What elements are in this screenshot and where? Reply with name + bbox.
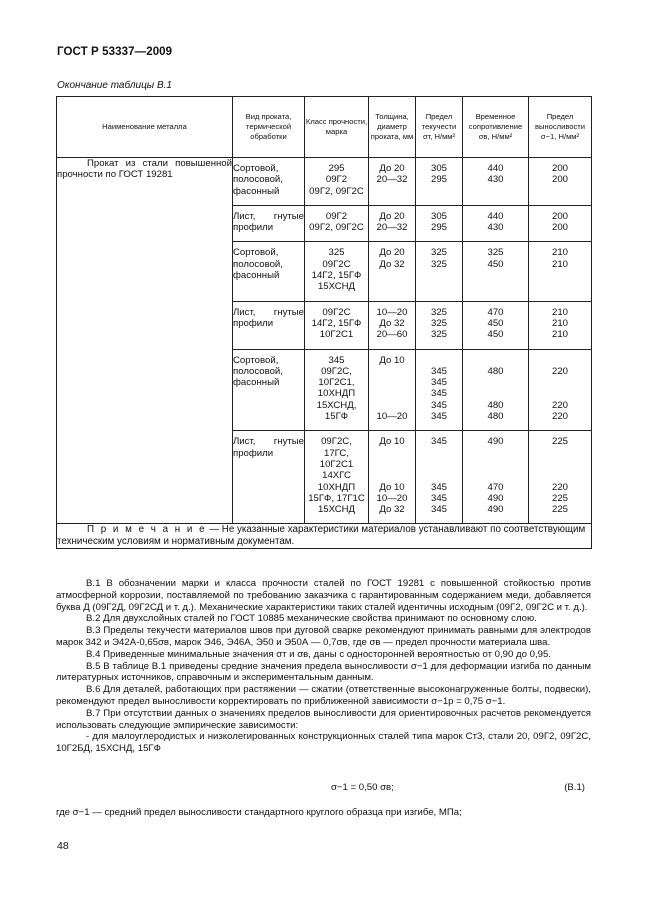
paragraph: В.2 Для двухслойных сталей по ГОСТ 10885 механические свойства принимают по основному слою. bbox=[86, 613, 537, 625]
grade-cell: 345 09Г2С, 10Г2С1, 10ХНДП 15ХСНД, 15ГФ bbox=[305, 349, 369, 431]
yield-cell: 345 345 345 345 bbox=[416, 431, 463, 524]
note-label: П р и м е ч а н и е bbox=[87, 524, 207, 536]
grade-cell: 09Г2С, 17ГС, 10Г2С1 14ХГС 10ХНДП 15ГФ, 17Г1С 15ХСНД bbox=[305, 431, 369, 524]
note-text: — Не указанные характеристики материалов устанавливают по соответствующим техническим условиям и нормативным документам. bbox=[57, 524, 586, 548]
page-number: 48 bbox=[57, 840, 69, 852]
paragraph: В.3 Пределы текучести материалов швов при дуговой сварке рекомендуют принимать равными для электродов марок 342 и Э42А-0,65σв, марок Э46, Э46А, Э50 и Э50А — 0,7σв, где σв — предел прочности материала шва. bbox=[56, 625, 591, 648]
formula-number: (В.1) bbox=[564, 782, 585, 793]
grade-cell: 325 09Г2С 14Г2, 15ГФ 15ХСНД bbox=[305, 242, 369, 301]
paragraph: В.1 В обозначении марки и класса прочности сталей по ГОСТ 19281 с повышенной стойкостью против атмосферной коррозии, поставляемой по требованию заказчика с гарантированным содержанием меди, добавляется буква Д (09Г2Д, 09Г2СД и т. д.). Механические характеристики таких сталей идентичны исходным (09Г2, 09Г2С и т. д.). bbox=[56, 578, 591, 613]
yield-cell: 325 325 325 bbox=[416, 301, 463, 349]
tensile-cell: 440 430 bbox=[463, 205, 529, 242]
table-row bbox=[57, 158, 592, 206]
table-note-row bbox=[57, 524, 592, 549]
formula-expression: σ−1 = 0,50 σв; bbox=[331, 782, 394, 793]
kind-cell: Сортовой, полосовой, фасонный bbox=[233, 158, 305, 206]
yield-cell: 305 295 bbox=[416, 205, 463, 242]
yield-cell: 325 325 bbox=[416, 242, 463, 301]
yield-cell: 305 295 bbox=[416, 158, 463, 206]
paragraph: В.6 Для деталей, работающих при растяжении — сжатии (ответственные высоконагруженные болты, подвески), рекомендуют предел выносливости корректировать по приближенной зависимости σ−1р = 0,75 σ−1. bbox=[56, 684, 591, 707]
col-header-kind: Вид проката, термической обработки bbox=[233, 97, 305, 158]
paragraph: В.4 Приведенные минимальные значения σт и σв, даны с односторонней вероятностью от 0,90 до 0,95. bbox=[86, 648, 551, 660]
metal-name-cell: Прокат из стали повышенной прочности по ГОСТ 19281 bbox=[57, 158, 233, 524]
col-header-endurance: Предел выносливости σ−1, Н/мм² bbox=[529, 97, 592, 158]
endurance-cell: 225 220 225 225 bbox=[529, 431, 592, 524]
thickness-cell: До 20 20—32 bbox=[369, 205, 416, 242]
kind-cell: Лист, гнутые профили bbox=[233, 301, 305, 349]
paragraph: - для малоуглеродистых и низколегированных конструкционных сталей типа марок Ст3, стали 20, 09Г2, 09Г2С, 10Г2БД, 15ХСНД, 15ГФ bbox=[56, 731, 591, 755]
endurance-cell: 200 200 bbox=[529, 158, 592, 206]
table-continuation-caption: Окончание таблицы В.1 bbox=[57, 80, 172, 91]
grade-cell: 09Г2С 14Г2, 15ГФ 10Г2С1 bbox=[305, 301, 369, 349]
endurance-cell: 200 200 bbox=[529, 205, 592, 242]
where-text: где σ−1 — средний предел выносливости стандартного круглого образца при изгибе, МПа; bbox=[56, 807, 462, 818]
where-clause bbox=[56, 807, 591, 819]
endurance-cell: 210 210 210 bbox=[529, 301, 592, 349]
table-header-row bbox=[57, 97, 592, 158]
tensile-cell: 470 450 450 bbox=[463, 301, 529, 349]
thickness-cell: До 10 10—20 bbox=[369, 349, 416, 431]
col-header-metal: Наименование металла bbox=[57, 97, 233, 158]
kind-cell: Сортовой, полосовой, фасонный bbox=[233, 242, 305, 301]
thickness-cell: До 10 До 10 10—20 До 32 bbox=[369, 431, 416, 524]
col-header-grade: Класс прочности, марка bbox=[305, 97, 369, 158]
col-header-tensile: Временное сопротивление σв, Н/мм² bbox=[463, 97, 529, 158]
grade-cell: 295 09Г2 09Г2, 09Г2С bbox=[305, 158, 369, 206]
appendix-paragraphs bbox=[56, 578, 591, 755]
tensile-cell: 490 470 490 490 bbox=[463, 431, 529, 524]
col-header-thickness: Толщина, диаметр проката, мм bbox=[369, 97, 416, 158]
tensile-cell: 480 480 480 bbox=[463, 349, 529, 431]
tensile-cell: 440 430 bbox=[463, 158, 529, 206]
grade-cell: 09Г2 09Г2, 09Г2С bbox=[305, 205, 369, 242]
paragraph: В.7 При отсутствии данных о значениях пределов выносливости для ориентировочных расчетов рекомендуется использовать следующие эмпирические зависимости: bbox=[56, 707, 591, 731]
endurance-cell: 210 210 bbox=[529, 242, 592, 301]
col-header-yield: Предел текучести σт, Н/мм² bbox=[416, 97, 463, 158]
tensile-cell: 325 450 bbox=[463, 242, 529, 301]
paragraph: В.5 В таблице В.1 приведены средние значения предела выносливости σ−1 для деформации изгиба по данным литературных источников, справочным и экспериментальным данным. bbox=[56, 660, 591, 684]
thickness-cell: До 20 До 32 bbox=[369, 242, 416, 301]
thickness-cell: 10—20 До 32 20—60 bbox=[369, 301, 416, 349]
properties-table bbox=[56, 96, 592, 549]
yield-cell: 345 345 345 345 345 bbox=[416, 349, 463, 431]
endurance-cell: 220 220 220 bbox=[529, 349, 592, 431]
kind-cell: Лист, гнутые профили bbox=[233, 431, 305, 524]
document-code-header: ГОСТ Р 53337—2009 bbox=[57, 46, 173, 58]
kind-cell: Сортовой, полосовой, фасонный bbox=[233, 349, 305, 431]
thickness-cell: До 20 20—32 bbox=[369, 158, 416, 206]
kind-cell: Лист, гнутые профили bbox=[233, 205, 305, 242]
